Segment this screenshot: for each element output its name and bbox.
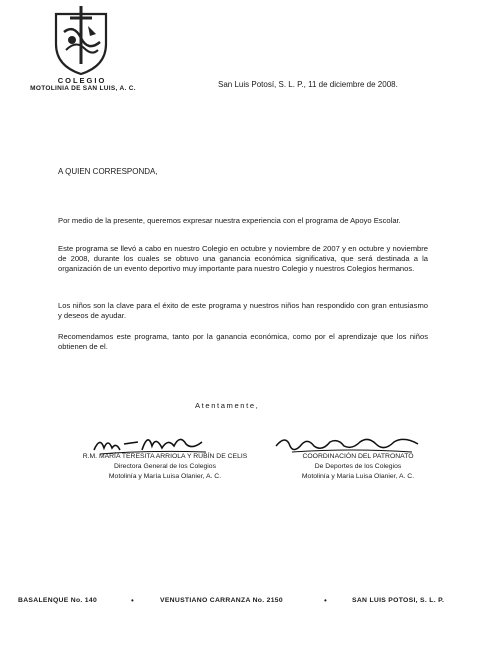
signer-title: De Deportes de los Colegios	[314, 463, 402, 470]
signer-title: Directora General de los Colegios	[113, 463, 216, 470]
signer-org: Motolinía y María Luisa Olanier, A. C.	[108, 473, 222, 480]
footer-address-2: VENUSTIANO CARRANZA No. 2150	[160, 597, 283, 604]
footer-address-1: BASALENQUE No. 140	[18, 597, 98, 604]
closing: Atentamente,	[195, 401, 260, 410]
letter-paragraph-2: Este programa se llevó a cabo en nuestro Colegio en octubre y noviembre de 2007 y en octubre y noviembre de 2008, durante los cuales se obtuvo una ganancia económica significativa, que será destinada a la organización de un evento deportivo muy importante para nuestro Colegio y nuestros Colegios hermanos.	[58, 244, 428, 273]
footer-separator: •	[324, 596, 327, 605]
school-full-name: MOTOLINIA DE SAN LUIS, A. C.	[30, 85, 136, 92]
signer-org: Motolinía y María Luisa Olanier, A. C.	[301, 473, 415, 480]
school-crest-logo	[50, 4, 112, 76]
salutation: A QUIEN CORRESPONDA,	[58, 167, 158, 176]
footer-separator: •	[131, 596, 134, 605]
signer-director	[60, 452, 270, 482]
date-line: San Luis Potosí, S. L. P., 11 de diciembre de 2008.	[218, 80, 398, 89]
signer-name: COORDINACIÓN DEL PATRONATO	[302, 453, 414, 460]
letter-paragraph-1: Por medio de la presente, queremos expresar nuestra experiencia con el programa de Apoyo Escolar.	[58, 216, 401, 225]
footer-address-3: SAN LUIS POTOSI, S. L. P.	[352, 597, 445, 604]
signer-name: R.M. MARÍA TERESITA ARRIOLA Y RUBÍN DE CELIS	[82, 453, 248, 460]
letter-paragraph-4: Recomendamos este programa, tanto por la ganancia económica, como por el aprendizaje que los niños obtienen de el.	[58, 332, 428, 351]
letter-paragraph-3: Los niños son la clave para el éxito de este programa y nuestros niños han respondido con gran entusiasmo y deseos de ayudar.	[58, 301, 428, 320]
school-name-header: COLEGIO	[57, 76, 107, 85]
signer-coordination	[268, 452, 448, 482]
